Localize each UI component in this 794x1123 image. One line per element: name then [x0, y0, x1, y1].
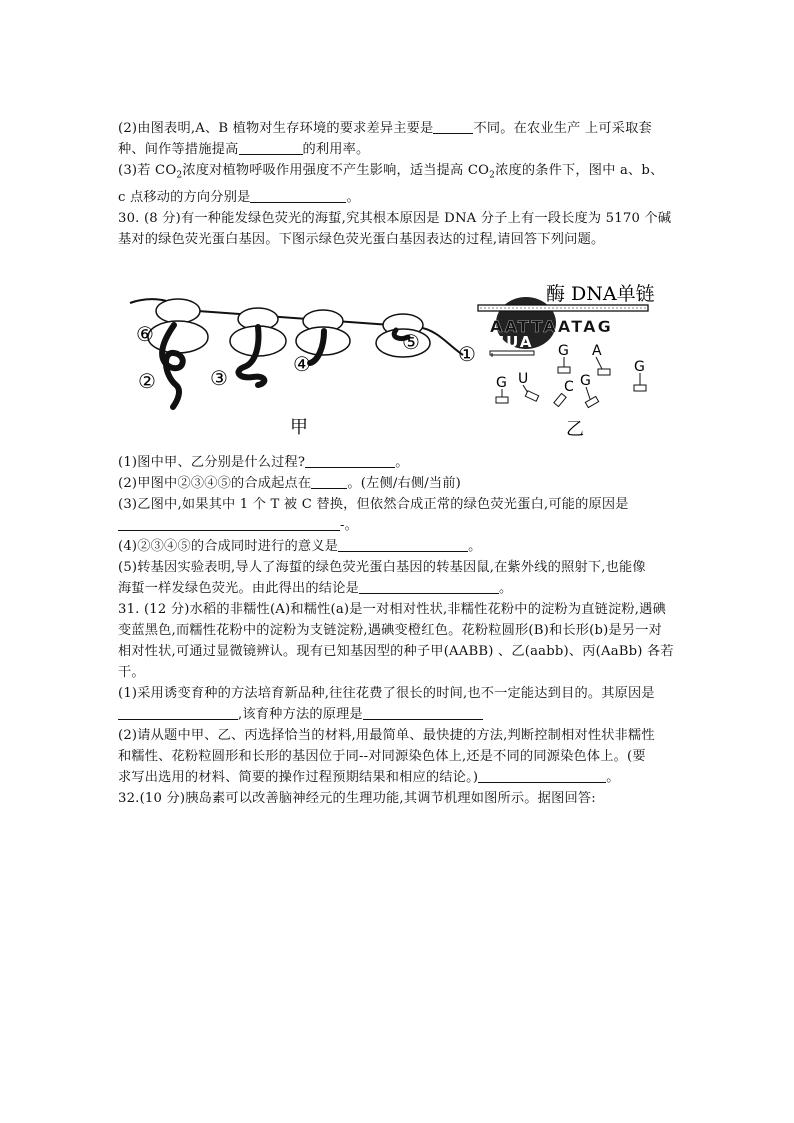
answer-blank[interactable] — [363, 705, 483, 720]
text: 浓度对植物呼吸作用强度不产生影响，适当提高 CO — [182, 163, 490, 178]
subscript: 2 — [489, 170, 496, 181]
text: 。 — [498, 581, 513, 596]
free-nucleotide — [558, 343, 570, 373]
text-line — [118, 683, 678, 704]
free-nucleotide — [592, 343, 610, 375]
text: 。 — [346, 189, 360, 205]
text: 。 — [606, 770, 620, 785]
text-line — [118, 641, 678, 662]
text: 海蜇一样发绿色荧光。由此得出的结论是 — [118, 581, 359, 596]
text: -。 — [340, 518, 359, 533]
text: (3)若 CO — [118, 163, 177, 178]
text-line — [118, 704, 678, 725]
text-line — [118, 515, 678, 536]
text: (2)请从题中甲、乙、丙选择恰当的材料,用最简单、最快捷的方法,判断控制相对性状非糯性 — [118, 728, 655, 743]
figure-label-yi: 乙 — [566, 419, 584, 440]
question-31-stem: 31. (12 分)水稻的非糯性(A)和糯性(a)是一对相对性状,非糯性花粉中的淀粉为直链淀粉,遇碘 — [118, 602, 666, 617]
label-6: ⑥ — [136, 322, 154, 346]
dna-sequence: AATTAATAG — [490, 317, 613, 336]
question-30-stem: 基对的绿色荧光蛋白基因。下图示绿色荧光蛋白基因表达的过程,请回答下列问题。 — [118, 231, 605, 247]
free-nucleotide — [496, 375, 508, 403]
question-31-stem: 变蓝黑色,而糯性花粉中的淀粉为支链淀粉,遇碘变橙红色。花粉粒圆形(B)和长形(b)是另一对 — [118, 623, 663, 638]
svg-text:C: C — [564, 379, 574, 395]
text-line — [118, 187, 678, 208]
answer-blank[interactable] — [478, 768, 606, 783]
text: ,该育种方法的原理是 — [238, 707, 363, 722]
text: 种、间作等措施提高 — [118, 142, 239, 157]
text-line — [118, 452, 678, 473]
gene-expression-figure — [118, 275, 678, 450]
svg-text:G: G — [634, 359, 645, 375]
question-31-stem: 相对性状,可通过显微镜辨认。现有已知基因型的种子甲(AABB) 、乙(aabb)、丙(AaBb) 各若 — [118, 644, 674, 659]
text: 。(左侧/右侧/当前) — [347, 476, 462, 491]
free-nucleotide — [580, 373, 599, 408]
text-line — [118, 599, 678, 620]
text-line — [118, 494, 678, 515]
text-line — [118, 118, 678, 139]
figure-svg — [118, 275, 678, 450]
text: (1)采用诱变育种的方法培育新品种,往往花费了很长的时间,也不一定能达到目的。其原因是 — [118, 686, 655, 701]
rna-backbone — [490, 351, 534, 355]
text: (1)图中甲、乙分别是什么过程? — [118, 455, 306, 470]
text-line — [118, 536, 678, 557]
text: 浓度的条件下，图中 a、b、 — [495, 163, 664, 178]
enzyme-dna-label: 酶 DNA单链 — [546, 283, 655, 305]
text-line — [118, 208, 678, 229]
ribosome — [156, 299, 200, 323]
text: 的利用率。 — [302, 142, 370, 157]
label-4: ④ — [293, 352, 311, 376]
text: 不同。在农业生产 上可采取套 — [473, 121, 652, 136]
label-3: ③ — [210, 366, 228, 390]
text: (2)甲图中②③④⑤的合成起点在 — [118, 476, 312, 491]
text: (4)②③④⑤的合成同时进行的意义是 — [118, 539, 339, 554]
answer-blank[interactable] — [118, 516, 340, 531]
answer-blank[interactable] — [250, 188, 346, 203]
text-line — [118, 767, 678, 788]
text: (5)转基因实验表明,导人了海蜇的绿色荧光蛋白基因的转基因鼠,在紫外线的照射下,也能像 — [118, 560, 646, 575]
free-nucleotide — [634, 359, 646, 391]
text: (2)由图表明,A、B 植物对生存环境的要求差异主要是 — [118, 121, 434, 136]
svg-text:G: G — [496, 375, 507, 391]
answer-blank[interactable] — [239, 140, 303, 155]
answer-blank[interactable] — [305, 453, 395, 468]
text-line — [118, 578, 678, 599]
text-line — [118, 160, 678, 187]
free-nucleotide — [554, 379, 574, 407]
text-line — [118, 788, 678, 809]
svg-text:A: A — [592, 343, 602, 359]
free-nucleotide — [518, 371, 539, 401]
question-30-stem: 30. (8 分)有一种能发绿色荧光的海蜇,究其根本原因是 DNA 分子上有一段长度为 5170 个碱 — [118, 210, 672, 226]
dna-single-strand — [478, 305, 648, 311]
text: 。 — [468, 539, 482, 554]
text: 。 — [395, 455, 409, 470]
text: (3)乙图中,如果其中 1 个 T 被 C 替换，但依然合成正常的绿色荧光蛋白,可能的原因是 — [118, 497, 629, 512]
answer-blank[interactable] — [311, 474, 347, 489]
question-block-top — [118, 118, 678, 250]
svg-text:G: G — [558, 343, 569, 359]
question-block-bottom — [118, 452, 678, 809]
text-line — [118, 746, 678, 767]
label-5: ⑤ — [402, 330, 420, 354]
question-31-stem: 干。 — [118, 665, 145, 680]
answer-blank[interactable] — [359, 579, 499, 594]
subscript: 2 — [176, 170, 183, 181]
rna-sequence: UUA — [492, 333, 534, 351]
text-line — [118, 620, 678, 641]
svg-text:U: U — [518, 371, 529, 387]
answer-blank[interactable] — [338, 537, 468, 552]
question-32-stem: 32.(10 分)胰岛素可以改善脑神经元的生理功能,其调节机理如图所示。据图回答: — [118, 791, 596, 806]
text: 和糯性、花粉粒圆形和长形的基因位于同--对同源染色体上,还是不同的同源染色体上。(要 — [118, 749, 646, 764]
figure-label-jia: 甲 — [290, 417, 308, 438]
text-line — [118, 725, 678, 746]
ribosome — [148, 321, 208, 353]
text-line — [118, 662, 678, 683]
answer-blank[interactable] — [118, 705, 238, 720]
answer-blank[interactable] — [433, 119, 473, 134]
text: c 点移动的方向分别是 — [118, 189, 251, 205]
label-2: ② — [138, 369, 156, 393]
text: 求写出选用的材料、简要的操作过程预期结果和相应的结论。) — [118, 770, 479, 785]
svg-text:G: G — [580, 373, 591, 389]
text-line — [118, 557, 678, 578]
label-1: ① — [458, 342, 476, 366]
text-line — [118, 139, 678, 160]
text-line — [118, 473, 678, 494]
text-line — [118, 229, 678, 250]
